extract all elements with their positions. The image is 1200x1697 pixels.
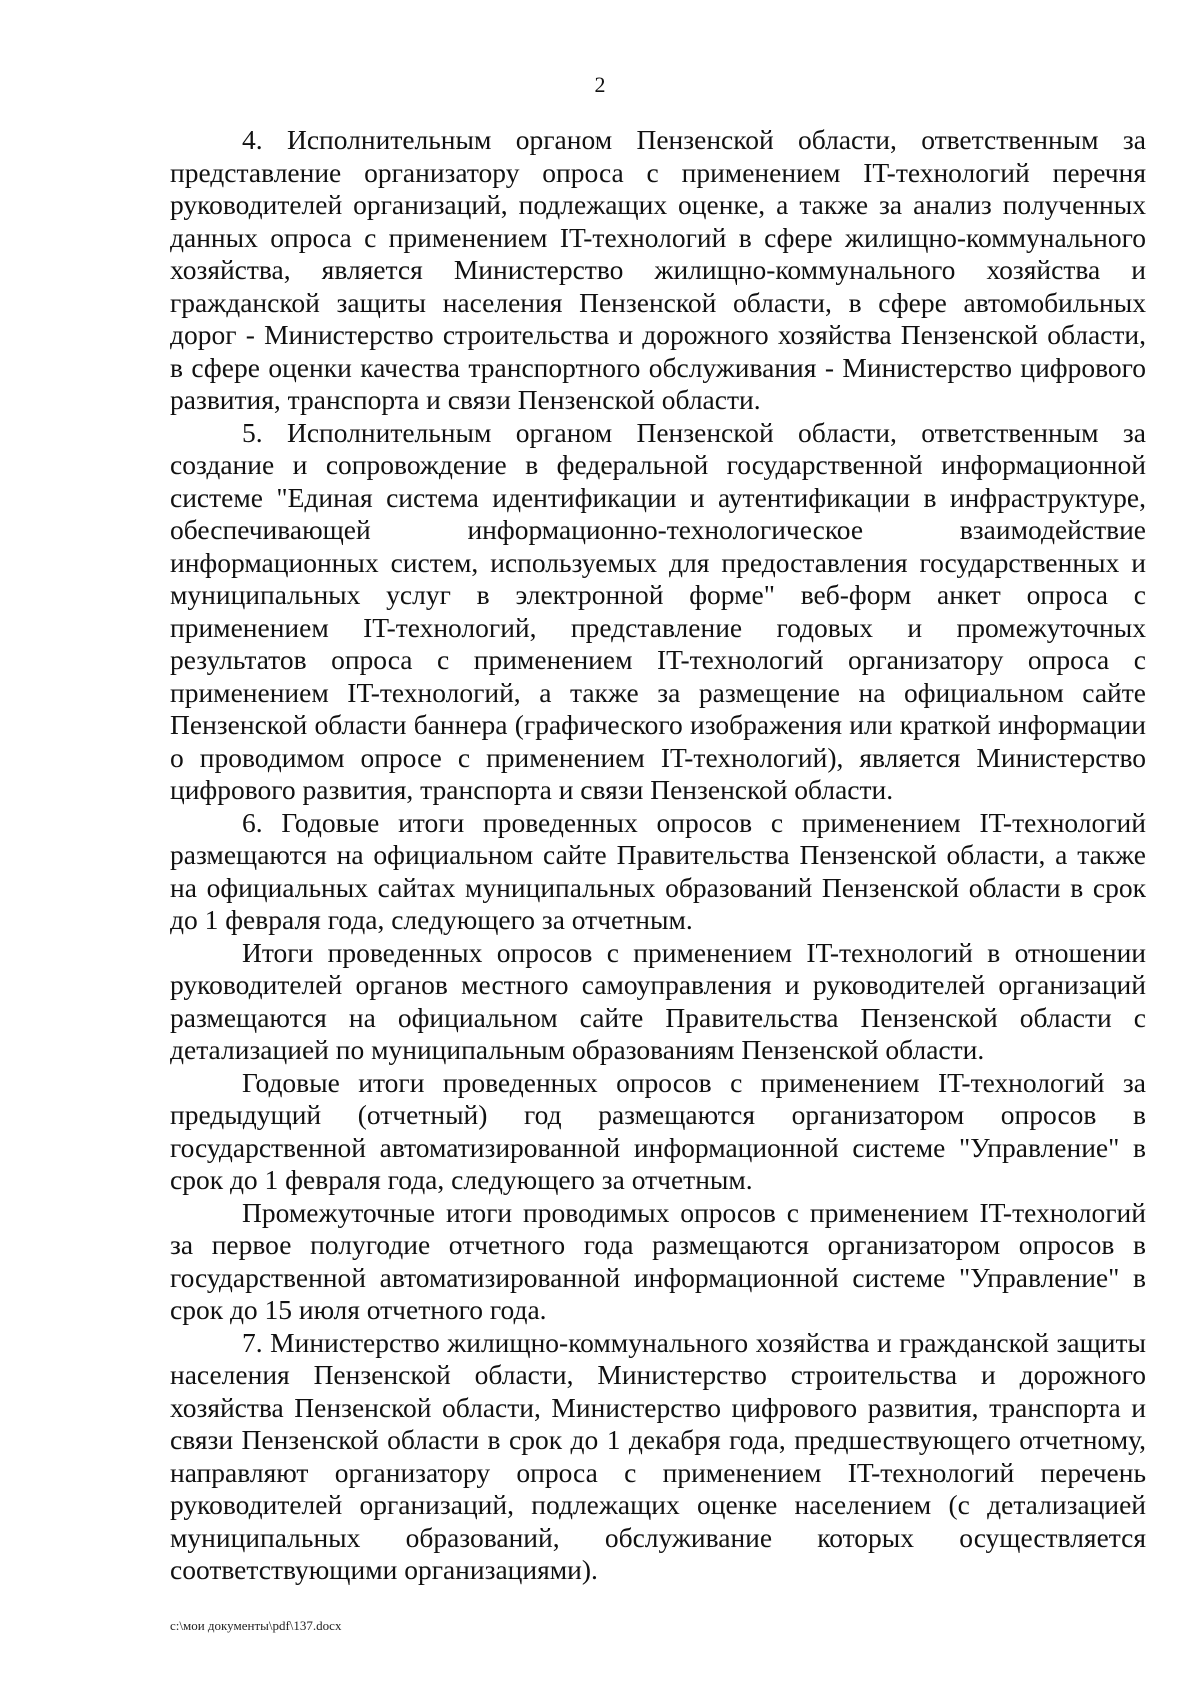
paragraph-6: 6. Годовые итоги проведенных опросов с применением IT-технологий размещаются на официальном сайте Правительства Пензенской области, а также на официальных сайтах муниципальных образований Пензенской области в срок до 1 февраля года, следующего за отчетным. bbox=[170, 806, 1146, 935]
page-number: 2 bbox=[594, 72, 606, 97]
paragraph-6-results-detail: Итоги проведенных опросов с применением IT-технологий в отношении руководителей органов местного самоуправления и руководителей организаций размещаются на официальном сайте Правительства Пензенской области с детализацией по муниципальным образованиям Пензенской области. bbox=[170, 936, 1146, 1065]
paragraph-6-annual-results: Годовые итоги проведенных опросов с применением IT-технологий за предыдущий (отчетный) год размещаются организатором опросов в государственной автоматизированной информационной системе "Управление" в срок до 1 февраля года, следующего за отчетным. bbox=[170, 1066, 1146, 1195]
footer-file-path: c:\мои документы\pdf\137.docx bbox=[170, 1618, 342, 1633]
paragraph-4: 4. Исполнительным органом Пензенской области, ответственным за представление организатору опроса с применением IT-технологий перечня руководителей организаций, подлежащих оценке, а также за анализ полученных данных опроса с применением IT-технологий в сфере жилищно-коммунального хозяйства, является Министерство жилищно-коммунального хозяйства и гражданской защиты населения Пензенской области, в сфере автомобильных дорог - Министерство строительства и дорожного хозяйства Пензенской области, в сфере оценки качества транспортного обслуживания - Министерство цифрового развития, транспорта и связи Пензенской области. bbox=[170, 124, 1146, 415]
paragraph-6-interim-results: Промежуточные итоги проводимых опросов с применением IT-технологий за первое полугодие отчетного года размещаются организатором опросов в государственной автоматизированной информационной системе "Управление" в срок до 15 июля отчетного года. bbox=[170, 1196, 1146, 1325]
paragraph-5: 5. Исполнительным органом Пензенской области, ответственным за создание и сопровождение в федеральной государственной информационной системе "Единая система идентификации и аутентификации в инфраструктуре, обеспечивающей информационно-технологическое взаимодействие информационных систем, используемых для предоставления государственных и муниципальных услуг в электронной форме" веб-форм анкет опроса с применением IT-технологий, представление годовых и промежуточных результатов опроса с применением IT-технологий организатору опроса с применением IT-технологий, а также за размещение на официальном сайте Пензенской области баннера (графического изображения или краткой информации о проводимом опросе с применением IT-технологий), является Министерство цифрового развития, транспорта и связи Пензенской области. bbox=[170, 416, 1146, 805]
paragraph-7: 7. Министерство жилищно-коммунального хозяйства и гражданской защиты населения Пензенской области, Министерство строительства и дорожного хозяйства Пензенской области, Министерство цифрового развития, транспорта и связи Пензенской области в срок до 1 декабря года, предшествующего отчетному, направляют организатору опроса с применением IT-технологий перечень руководителей организаций, подлежащих оценке населением (с детализацией муниципальных образований, обслуживание которых осуществляется соответствующими организациями). bbox=[170, 1326, 1146, 1585]
document-body bbox=[170, 124, 1146, 1587]
